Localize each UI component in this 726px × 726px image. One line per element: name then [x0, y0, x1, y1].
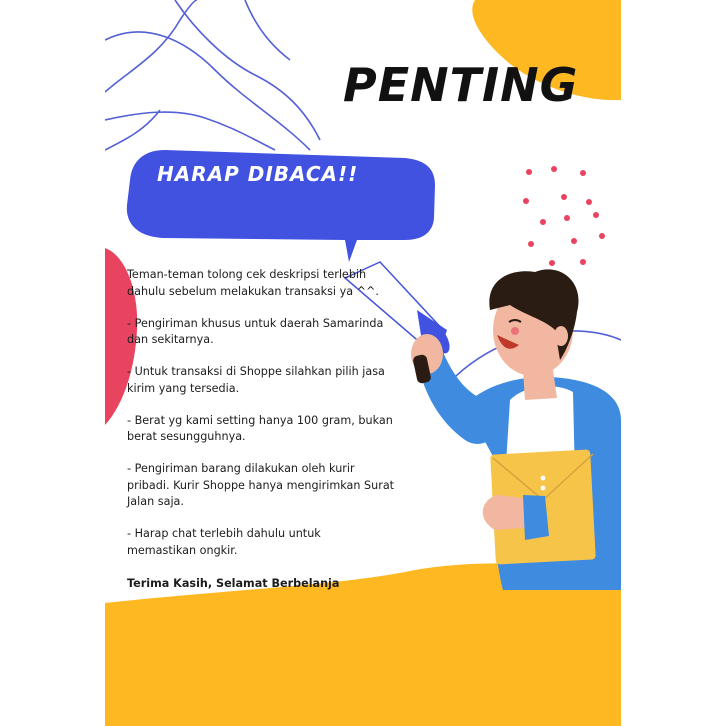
notice-paragraph: - Untuk transaksi di Shoppe silahkan pilih jasa kirim yang tersedia. [127, 365, 385, 395]
swirl-lines [105, 0, 320, 150]
pink-dots [523, 166, 605, 266]
poster-page [105, 0, 621, 726]
notice-paragraph: - Berat yg kami setting hanya 100 gram, bukan berat sesungguhnya. [127, 413, 393, 443]
notice-paragraph: - Harap chat terlebih dahulu untuk memastikan ongkir. [127, 527, 321, 557]
notice-paragraph: - Pengiriman khusus untuk daerah Samarinda dan sekitarnya. [127, 316, 384, 346]
bubble-heading: HARAP DIBACA!! [157, 162, 359, 186]
notice-paragraph: - Pengiriman barang dilakukan oleh kurir pribadi. Kurir Shoppe hanya mengirimkan Surat Jalan saja. [127, 462, 395, 508]
notice-paragraph: Teman-teman tolong cek deskripsi terlebih dahulu sebelum melakukan transaksi ya ^^. [127, 268, 379, 298]
closing-text: Terima Kasih, Selamat Berbelanja [127, 577, 340, 590]
page-title: PENTING [343, 58, 579, 112]
man-illustration [411, 269, 621, 590]
notice-body [127, 267, 417, 575]
